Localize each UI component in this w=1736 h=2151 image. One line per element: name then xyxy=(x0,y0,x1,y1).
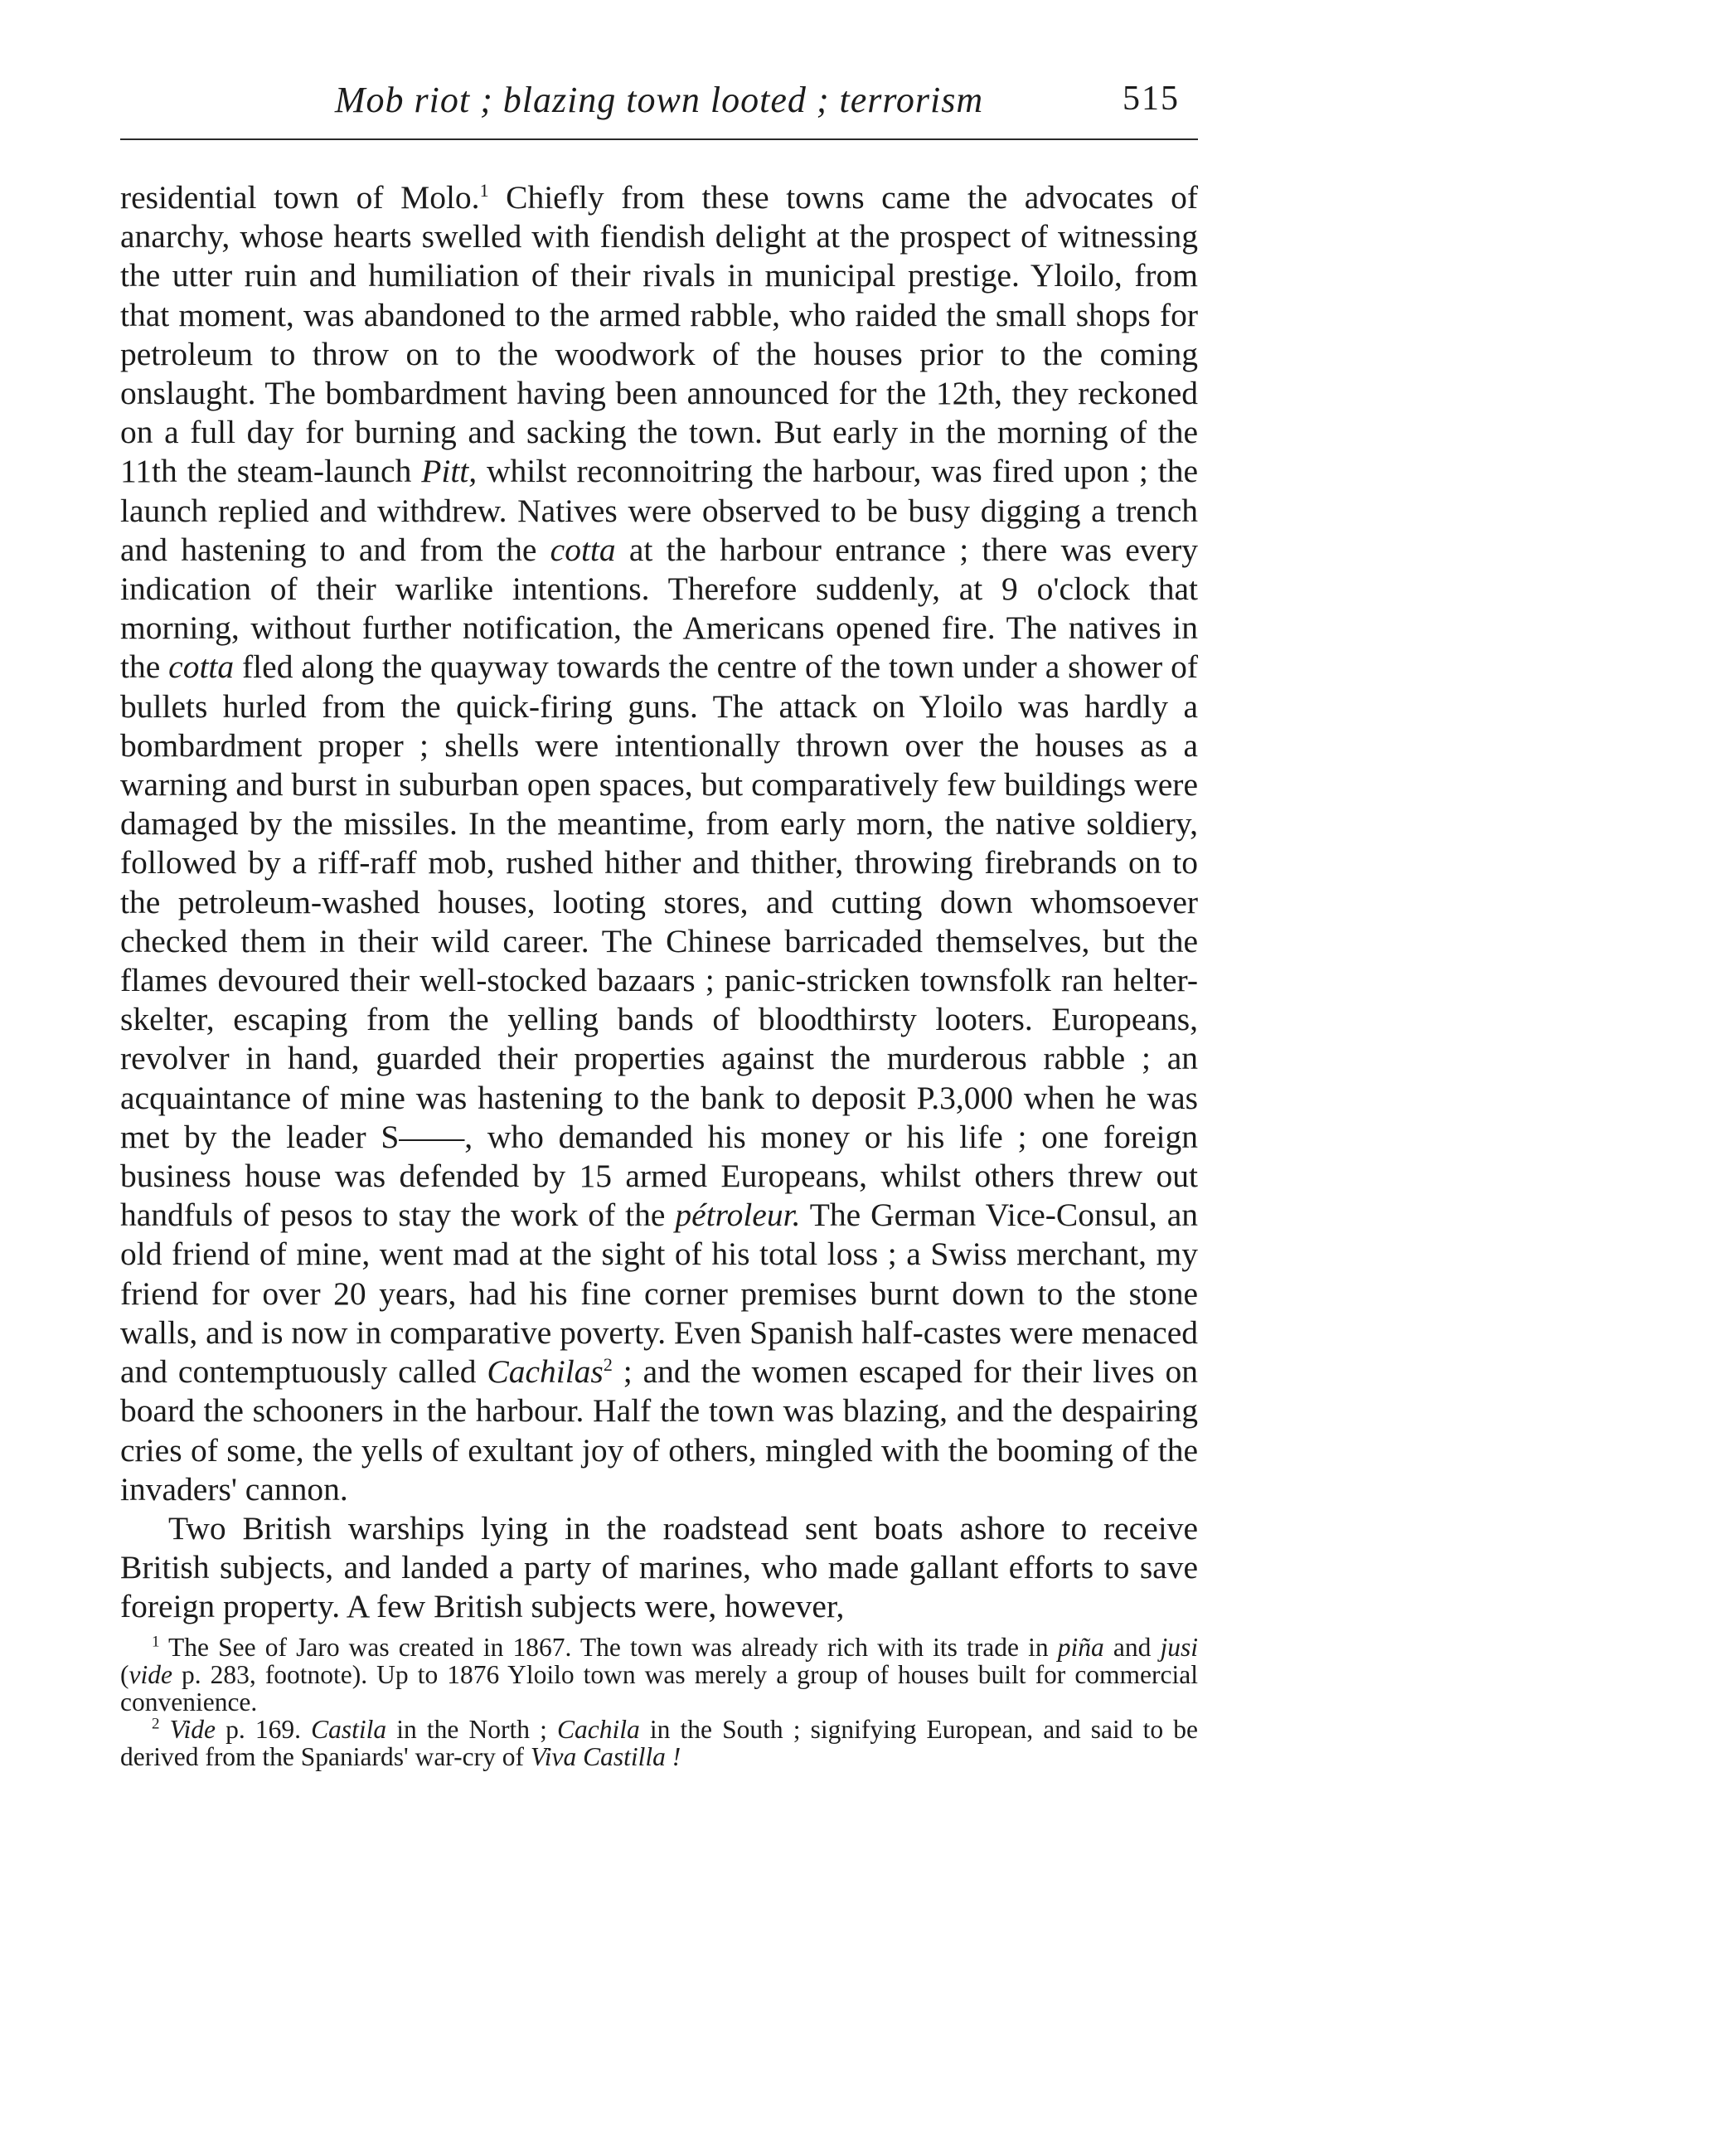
footnote-mark-1: 1 xyxy=(152,1633,160,1651)
text-run: residential town of Molo. xyxy=(120,179,480,216)
body-text xyxy=(120,178,1198,1627)
italic-cachila: Cachila xyxy=(557,1714,640,1744)
paragraph-1 xyxy=(120,178,1198,1509)
text-run: fled along the quayway towards the centre of the town under a shower of bullets hurled from the quick-firing guns. The attack on Yloilo was hardly a bombardment proper ; shells were intentionally thrown over the houses as a warning and burst in suburban open spaces, but comparatively few buildings were damaged by the missiles. In the meantime, from early morn, the native soldiery, followed by a riff-raff mob, rushed hither and thither, throwing firebrands on to the petroleum-washed houses, looting stores, and cutting down whomsoever checked them in their wild career. The Chinese barricaded themselves, but the flames devoured their well-stocked bazaars ; panic-stricken townsfolk ran helter-skelter, escaping from the yelling bands of bloodthirsty looters. Europeans, revolver in hand, guarded their properties against the murderous rabble ; an acquaintance of mine was hastening to the bank to deposit P.3,000 when he was met by the leader S——, who demanded his money or his life ; one foreign business house was defended by 15 armed Europeans, whilst others threw out handfuls of pesos to stay the work of the xyxy=(120,648,1198,1234)
book-page xyxy=(120,79,1198,1770)
header-rule xyxy=(120,138,1198,140)
text-run: Chiefly from these towns came the advocates of anarchy, whose hearts swelled with fiendish delight at the prospect of witnessing the utter ruin and humiliation of their rivals in municipal prestige. Yloilo, from that moment, was abandoned to the armed rabble, who raided the small shops for petroleum to throw on to the woodwork of the houses prior to the coming onslaught. The bombardment having been announced for the 12th, they reckoned on a full day for burning and sacking the town. But early in the morning of the 11th the steam-launch xyxy=(120,179,1198,490)
italic-castila: Castila xyxy=(311,1714,387,1744)
text-run: ; and the women escaped for their lives on board the schooners in the harbour. Half the town was blazing, and the despairing cries of some, the yells of exultant joy of others, mingled with the booming of the invaders' cannon. xyxy=(120,1353,1198,1508)
italic-pitt: Pitt, xyxy=(421,453,478,490)
footnotes xyxy=(120,1634,1198,1770)
text-run: in the South ; signifying European, and said to be derived from the Spaniards' war-cry of xyxy=(120,1714,1199,1771)
page-number: 515 xyxy=(1123,80,1180,118)
running-head xyxy=(120,79,1198,145)
italic-jusi: jusi xyxy=(1160,1632,1198,1662)
italic-petroleur: pétroleur. xyxy=(675,1197,801,1234)
italic-vide: Vide xyxy=(169,1714,216,1744)
text-run: in the North ; xyxy=(386,1714,558,1744)
italic-viva-castilla: Viva Castilla ! xyxy=(530,1741,681,1771)
text-run: ( xyxy=(120,1659,129,1689)
italic-cachilas: Cachilas xyxy=(487,1353,604,1391)
text-run: and xyxy=(1103,1632,1161,1662)
footnote-ref-2: 2 xyxy=(603,1353,613,1375)
italic-cotta: cotta xyxy=(550,531,616,568)
text-run: at the harbour entrance ; there was every indication of their warlike intentions. Therefore suddenly, at 9 o'clock that morning, without further notification, the Americans opened fire. The natives in the xyxy=(120,531,1198,686)
italic-vide: vide xyxy=(129,1659,172,1689)
text-run: p. 283, footnote). Up to 1876 Yloilo town was merely a group of houses built for commercial convenience. xyxy=(120,1659,1198,1716)
running-title: Mob riot ; blazing town looted ; terrorism xyxy=(334,80,984,120)
paragraph-2: Two British warships lying in the roadstead sent boats ashore to receive British subjects, and landed a party of marines, who made gallant efforts to save foreign property. A few British subjects were, however, xyxy=(120,1509,1198,1625)
text-run: whilst reconnoitring the harbour, was fired upon ; the launch replied and withdrew. Natives were observed to be busy digging a trench and hastening to and from the xyxy=(120,453,1198,568)
footnote-2 xyxy=(120,1716,1198,1770)
text-run: The German Vice-Consul, an old friend of mine, went mad at the sight of his total loss ; a Swiss merchant, my friend for over 20 years, had his fine corner premises burnt down to the stone walls, and is now in comparative poverty. Even Spanish half-castes were menaced and contemptuously called xyxy=(120,1197,1198,1391)
footnote-ref-1: 1 xyxy=(479,179,489,201)
text-run: The See of Jaro was created in 1867. The town was already rich with its trade in xyxy=(159,1632,1058,1662)
italic-cotta: cotta xyxy=(168,648,235,686)
text-run: p. 169. xyxy=(216,1714,312,1744)
footnote-1 xyxy=(120,1634,1198,1716)
italic-pina: piña xyxy=(1057,1632,1104,1662)
footnote-mark-2: 2 xyxy=(152,1715,160,1733)
